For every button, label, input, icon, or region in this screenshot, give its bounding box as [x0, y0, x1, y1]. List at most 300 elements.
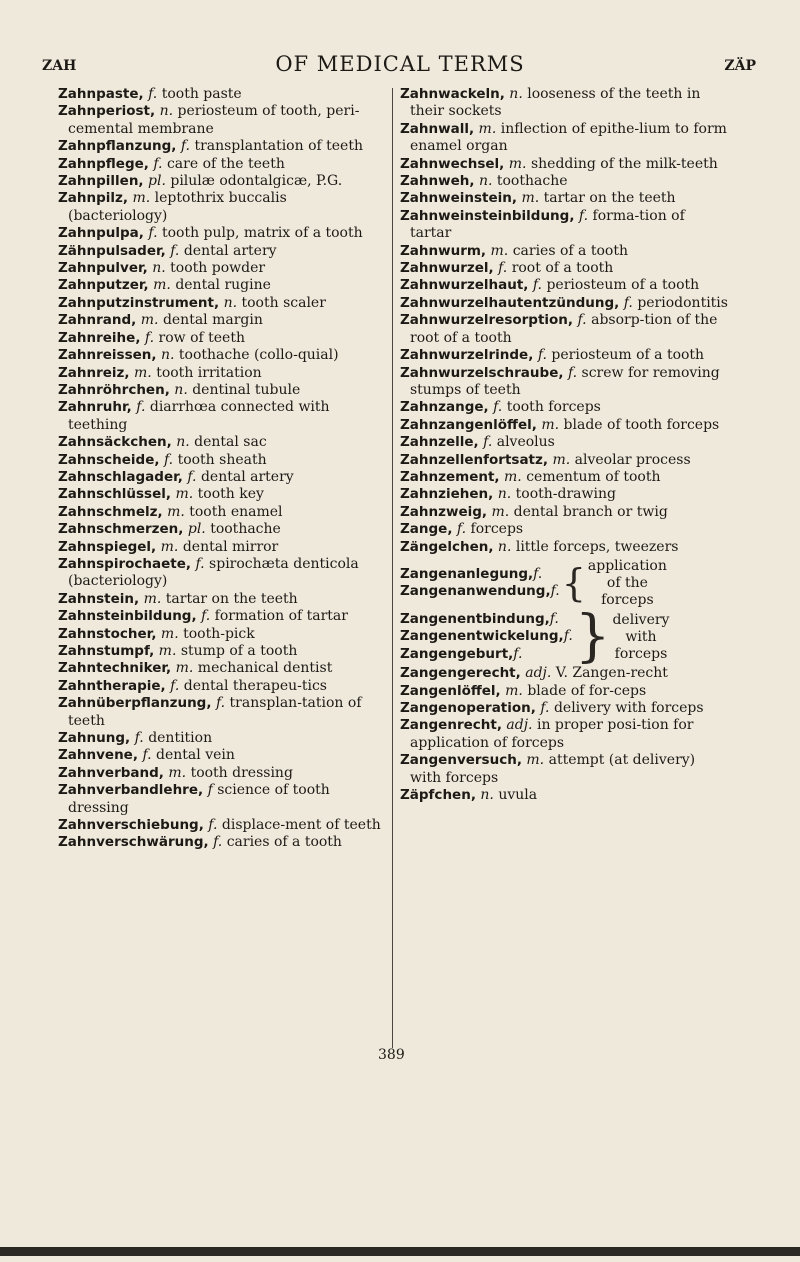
entry-definition: dental sac	[194, 434, 267, 451]
entry-term: Zahnzelle,	[400, 434, 479, 451]
entry	[400, 521, 730, 538]
entry-term: Zangenentbindung,	[400, 610, 550, 627]
entry	[58, 103, 386, 138]
entry	[400, 787, 730, 804]
entry-gram: adj.	[506, 717, 533, 734]
entry-term: Zahnreissen,	[58, 347, 157, 364]
entry-gram: n.	[174, 381, 188, 398]
entry-definition: tooth paste	[161, 86, 242, 102]
definition-line: delivery	[612, 611, 670, 628]
entry-gram: m.	[175, 660, 194, 677]
entry-definition: little forceps, tweezers	[515, 538, 679, 555]
entry-definition: periosteum of tooth, peri-cemental membrane	[68, 103, 360, 137]
entry-gram: adj.	[525, 665, 552, 682]
entry-term: Zahnwurzelhautentzündung,	[400, 294, 620, 311]
entry	[58, 469, 386, 486]
entry-gram: f.	[180, 138, 190, 155]
entry	[400, 752, 730, 787]
entry-definition: tartar on the teeth	[165, 590, 298, 607]
entry-gram: m.	[508, 155, 527, 172]
entry-term: Zahnweh,	[400, 173, 475, 190]
entry-gram: f.	[142, 747, 152, 764]
definition-line: forceps	[614, 645, 668, 662]
entry	[58, 260, 386, 277]
entry-term: Zahnschmerzen,	[58, 521, 184, 538]
entry	[400, 312, 730, 347]
entry-term: Zahnspiegel,	[58, 538, 157, 555]
entry-gram: m.	[143, 590, 162, 607]
entry	[400, 121, 730, 156]
entry-term: Zahnzement,	[400, 468, 500, 485]
entry-term: Zahnverschwärung,	[58, 834, 209, 851]
entry	[400, 190, 730, 207]
entry-gram: pl.	[187, 521, 206, 538]
entry-gram: f.	[195, 555, 205, 572]
entry-term: Zahnschlüssel,	[58, 486, 171, 503]
entry	[58, 608, 386, 625]
entry-term: Zangenanlegung,	[400, 566, 534, 583]
entry-definition: tartar on the teeth	[543, 190, 676, 207]
entry	[58, 190, 386, 225]
entry-gram: f.	[148, 225, 158, 242]
entry	[58, 382, 386, 399]
entry-gram: f.	[163, 451, 174, 468]
entry-definition: looseness of the teeth in their sockets	[410, 86, 701, 120]
entry-term: Zahntherapie,	[58, 677, 166, 694]
entry	[400, 434, 730, 451]
entry-definition: displace-ment of teeth	[221, 817, 381, 834]
entry-definition: dental mirror	[182, 538, 279, 555]
entry-definition: transplan-tation of teeth	[68, 695, 362, 729]
entry-definition: V. Zangen-recht	[555, 665, 668, 682]
entry-definition: periosteum of a tooth	[546, 277, 700, 294]
entry-definition: leptothrix buccalis (bacteriology)	[68, 190, 287, 224]
entry-definition: dental artery	[200, 468, 294, 485]
entry-term: Zahnpulver,	[58, 260, 148, 277]
entry-definition: dental rugine	[175, 277, 271, 294]
entry-definition: toothache	[496, 173, 568, 190]
entry-gram: m.	[541, 416, 560, 433]
entry-definition: tooth-drawing	[515, 486, 616, 503]
entry	[400, 399, 730, 416]
entry-gram: f.	[567, 364, 578, 381]
entry-term: Zahnwackeln,	[400, 86, 505, 102]
entry-term: Zahnwurzel,	[400, 260, 494, 277]
brace-group-delivery	[400, 604, 730, 670]
entry	[58, 643, 386, 660]
entry	[58, 591, 386, 608]
entry-term: Zahnwall,	[400, 120, 475, 137]
entry-term: Zahnwurzelschraube,	[400, 364, 564, 381]
entry	[58, 312, 386, 329]
entry	[58, 225, 386, 242]
entry-gram: f	[207, 782, 213, 799]
entry-definition: periodontitis	[637, 294, 728, 311]
entry-gram: m.	[526, 752, 545, 769]
entry	[400, 469, 730, 486]
entry-gram: m.	[504, 468, 522, 485]
brace-group-application	[400, 558, 730, 609]
entry-definition: dental branch or twig	[513, 503, 668, 520]
entry-definition: tooth sheath	[177, 451, 267, 468]
entry-gram: m.	[134, 364, 152, 381]
entry-definition: row of teeth	[158, 329, 245, 346]
entry-definition: transplantation of teeth	[194, 138, 363, 155]
entry-definition: blade of tooth forceps	[563, 416, 720, 433]
entry	[400, 717, 730, 752]
entry-term: Zahnwurzelhaut,	[400, 277, 529, 294]
entry-term: Zahnspirochaete,	[58, 555, 191, 572]
entry-term: Zahnung,	[58, 730, 131, 747]
entry-definition: toothache (collo-quial)	[178, 347, 339, 364]
definition-line: with	[625, 628, 657, 645]
entry-term: Zahnperiost,	[58, 103, 156, 120]
entry	[400, 539, 730, 556]
entry-definition: in proper posi-tion for application of forceps	[410, 717, 694, 751]
entry-definition: tooth dressing	[190, 764, 293, 781]
entry	[58, 504, 386, 521]
entry-term: Zangenoperation,	[400, 700, 536, 716]
entry-term: Zahnstumpf,	[58, 643, 155, 659]
entry-gram: m.	[552, 451, 571, 468]
entry-term: Zahnwurzelresorption,	[400, 312, 574, 329]
entry-gram: f.	[215, 695, 226, 712]
entry	[400, 583, 560, 600]
entry-definition: tooth powder	[170, 260, 266, 277]
entry-term: Zahnpflege,	[58, 155, 149, 172]
entry-definition: forceps	[470, 521, 524, 538]
entry-term: Zahnverband,	[58, 764, 164, 781]
entry	[400, 566, 560, 583]
entry	[58, 452, 386, 469]
entry-gram: n.	[480, 787, 494, 804]
entry-definition: root of a tooth	[511, 260, 614, 277]
entry-gram: m.	[153, 277, 171, 294]
entry-definition: toothache	[210, 521, 281, 538]
entry	[58, 156, 386, 173]
entry-definition: science of tooth dressing	[68, 782, 330, 816]
entry	[400, 173, 730, 190]
entry-gram: f.	[153, 155, 163, 172]
entry-gram: n.	[497, 486, 512, 503]
entry	[400, 260, 730, 277]
entry	[58, 173, 386, 190]
entry-term: Zahnputzer,	[58, 277, 149, 294]
entry	[400, 417, 730, 434]
left-brace-icon: {	[561, 561, 586, 606]
entry-term: Zangenrecht,	[400, 717, 502, 734]
entry	[58, 660, 386, 677]
entry-term: Zahnstein,	[58, 590, 140, 607]
entry-term: Zahnpulpa,	[58, 225, 144, 242]
entry	[400, 277, 730, 294]
entry-definition: formation of tartar	[214, 608, 348, 625]
entry-gram: m.	[478, 120, 497, 137]
entry-gram: n.	[497, 538, 512, 555]
definition-line: application	[587, 557, 667, 574]
entry-term: Zahnstocher,	[58, 625, 157, 642]
entry-term: Zahnwurzelrinde,	[400, 347, 534, 364]
definition-line: forceps	[601, 591, 654, 608]
entry	[58, 243, 386, 260]
entry-term: Zahnreiz,	[58, 364, 130, 381]
entry	[400, 452, 730, 469]
entry-term: Zangengerecht,	[400, 665, 521, 682]
entry-definition: mechanical dentist	[197, 660, 333, 677]
entry-term: Zahnzweig,	[400, 503, 488, 520]
entry	[58, 399, 386, 434]
entry	[400, 156, 730, 173]
entry-term: Zahnsäckchen,	[58, 434, 172, 451]
entry-term: Zahnzellenfortsatz,	[400, 451, 548, 468]
brace-group-terms	[400, 566, 560, 601]
entry-gram: f.	[493, 399, 503, 416]
entry-gram: f.	[550, 583, 560, 600]
header-title: OF MEDICAL TERMS	[275, 52, 525, 76]
entry-term: Zahnputzinstrument,	[58, 294, 220, 311]
entry	[400, 683, 730, 700]
entry-term: Zahnpaste,	[58, 86, 144, 102]
entry-definition: caries of a tooth	[226, 834, 342, 851]
entry-gram: f.	[213, 834, 223, 851]
entry-gram: f.	[187, 468, 197, 485]
entry	[58, 817, 386, 834]
right-column-entries-a	[400, 86, 730, 556]
entry-gram: f.	[134, 730, 144, 747]
entry-definition: alveolar process	[574, 451, 691, 468]
entry	[400, 243, 730, 260]
entry-definition: tooth key	[197, 486, 264, 503]
entry-gram: n.	[478, 173, 493, 190]
entry-gram: f.	[170, 677, 180, 694]
entry-definition: tooth forceps	[506, 399, 601, 416]
right-brace-icon: }	[574, 604, 611, 670]
entry-definition: periosteum of a tooth	[551, 347, 705, 364]
entry-term: Zahnreihe,	[58, 329, 141, 346]
entry-definition: tooth-pick	[183, 625, 255, 642]
entry-definition: tooth enamel	[189, 503, 283, 520]
entry-term: Zahnvene,	[58, 747, 138, 764]
column-divider	[392, 88, 393, 1048]
entry	[58, 782, 386, 817]
entry-gram: f.	[549, 610, 559, 627]
entry-gram: n.	[160, 347, 175, 364]
entry-definition: dental vein	[156, 747, 235, 764]
entry-term: Zahnrand,	[58, 312, 137, 329]
entry-definition: dental artery	[183, 242, 277, 259]
entry	[58, 434, 386, 451]
brace-group-definition	[588, 558, 667, 609]
entry-term: Zäpfchen,	[400, 787, 476, 804]
entry-term: Zahnpilz,	[58, 190, 129, 207]
entry	[400, 504, 730, 521]
entry	[58, 347, 386, 364]
entry	[58, 626, 386, 643]
entry-definition: blade of for-ceps	[527, 682, 647, 699]
entry-term: Zahnüberpflanzung,	[58, 695, 212, 712]
entry-term: Zahnschlagader,	[58, 468, 183, 485]
entry-definition: forma-tion of tartar	[410, 207, 685, 242]
entry	[58, 486, 386, 503]
entry-term: Zahnpflanzung,	[58, 138, 177, 155]
entry-gram: f.	[483, 434, 493, 451]
entry-gram: m.	[158, 643, 177, 659]
entry-definition: spirochæta denticola (bacteriology)	[68, 555, 359, 590]
entry-gram: f.	[533, 566, 543, 583]
entry-gram: f.	[563, 628, 573, 645]
entry-definition: screw for removing stumps of teeth	[410, 364, 720, 398]
entry-gram: m.	[140, 312, 159, 329]
entry	[400, 611, 573, 628]
entry-gram: f.	[577, 312, 587, 329]
entry	[58, 834, 386, 851]
entry	[58, 295, 386, 312]
entry-gram: f.	[170, 242, 180, 259]
scan-edge-bar	[0, 1247, 800, 1256]
entry-term: Zahnschmelz,	[58, 503, 163, 520]
entry-term: Zange,	[400, 521, 453, 538]
entry	[400, 486, 730, 503]
entry-gram: m.	[175, 486, 194, 503]
entry-term: Zangenanwendung,	[400, 583, 551, 600]
entry-term: Zängelchen,	[400, 538, 494, 555]
entry-gram: pl.	[148, 173, 166, 190]
entry-gram: f.	[201, 608, 211, 625]
entry-definition: care of the teeth	[166, 155, 285, 172]
entry	[58, 138, 386, 155]
entry-term: Zahnziehen,	[400, 486, 494, 503]
entry-term: Zangenversuch,	[400, 752, 522, 769]
page-header	[40, 52, 760, 80]
entry-term: Zahnwechsel,	[400, 155, 505, 172]
entry-definition: alveolus	[496, 434, 555, 451]
entry-term: Zahnscheide,	[58, 451, 160, 468]
entry-term: Zahnpillen,	[58, 173, 144, 190]
entry-definition: dentinal tubule	[192, 381, 301, 398]
entry-gram: f.	[623, 294, 633, 311]
entry	[400, 365, 730, 400]
header-guide-right: ZÄP	[724, 58, 756, 74]
entry-term: Zahntechniker,	[58, 660, 172, 677]
right-column-entries-b	[400, 665, 730, 804]
left-column	[58, 86, 386, 852]
header-guide-left: ZAH	[42, 58, 77, 74]
entry-definition: dentition	[148, 730, 213, 747]
entry-gram: m.	[160, 538, 179, 555]
entry-term: Zähnpulsader,	[58, 242, 166, 259]
entry-definition: cementum of tooth	[526, 468, 661, 485]
entry	[400, 628, 573, 645]
brace-group-definition	[612, 612, 669, 663]
entry-term: Zahnweinsteinbildung,	[400, 207, 575, 224]
entry-gram: f.	[537, 347, 547, 364]
entry-definition: tooth irritation	[156, 364, 262, 381]
entry-gram: m.	[168, 764, 187, 781]
entry-term: Zahnzangenlöffel,	[400, 416, 537, 433]
entry-definition: dental therapeu-tics	[183, 677, 327, 694]
entry-definition: inflection of epithe-lium to form enamel organ	[410, 120, 727, 155]
entry	[58, 521, 386, 538]
entry	[400, 665, 730, 682]
entry	[400, 86, 730, 121]
entry-gram: f.	[456, 521, 467, 538]
entry-gram: m.	[132, 190, 151, 207]
entry-definition: shedding of the milk-teeth	[530, 155, 718, 172]
entry-gram: n.	[223, 294, 238, 311]
entry-gram: f.	[136, 399, 146, 416]
entry-term: Zahnverschiebung,	[58, 817, 204, 834]
entry-gram: f.	[532, 277, 543, 294]
entry-gram: m.	[505, 682, 523, 699]
entry-gram: f.	[578, 207, 589, 224]
entry	[400, 347, 730, 364]
brace-group-terms	[400, 611, 573, 663]
entry	[58, 86, 386, 103]
entry-term: Zangenentwickelung,	[400, 628, 564, 645]
entry-gram: m.	[160, 625, 179, 642]
entry-gram: m.	[521, 190, 540, 207]
entry-definition: uvula	[498, 787, 538, 804]
entry	[400, 208, 730, 243]
entry-gram: m.	[491, 503, 510, 520]
entry-term: Zahnverbandlehre,	[58, 782, 204, 799]
entry	[58, 539, 386, 556]
entry-term: Zahnsteinbildung,	[58, 608, 197, 625]
entry-definition: caries of a tooth	[512, 242, 628, 259]
entry	[58, 277, 386, 294]
entry	[58, 678, 386, 695]
entry-gram: m.	[490, 242, 509, 259]
entry	[58, 556, 386, 591]
entry	[58, 765, 386, 782]
entry	[58, 330, 386, 347]
entry-term: Zangengeburt,	[400, 645, 514, 662]
entry	[400, 646, 573, 663]
entry	[400, 700, 730, 717]
definition-line: of the	[606, 574, 648, 591]
entry-term: Zahnruhr,	[58, 399, 132, 416]
entry-definition: pilulæ odontalgicæ, P.G.	[170, 173, 343, 190]
entry-definition: dental margin	[162, 312, 263, 329]
entry-definition: absorp-tion of the root of a tooth	[410, 312, 718, 346]
right-column	[400, 86, 730, 804]
entry	[58, 747, 386, 764]
entry-gram: n.	[509, 86, 523, 102]
entry-definition: tooth scaler	[241, 294, 326, 311]
entry-gram: f.	[208, 817, 218, 834]
entry-term: Zahnzange,	[400, 399, 489, 416]
entry-definition: tooth pulp, matrix of a tooth	[161, 225, 363, 242]
entry	[58, 695, 386, 730]
entry-gram: f.	[148, 86, 158, 102]
entry-definition: diarrhœa connected with teething	[68, 399, 330, 433]
entry-gram: f.	[513, 645, 523, 662]
entry-term: Zahnröhrchen,	[58, 381, 170, 398]
entry-gram: n.	[176, 434, 190, 451]
entry-gram: n.	[152, 260, 166, 277]
entry	[58, 730, 386, 747]
entry-gram: n.	[159, 103, 174, 120]
entry-definition: delivery with forceps	[553, 700, 704, 716]
entry-gram: m.	[167, 503, 185, 520]
entry	[58, 365, 386, 382]
entry-definition: stump of a tooth	[180, 643, 298, 659]
entry-gram: f.	[144, 329, 155, 346]
entry-term: Zahnweinstein,	[400, 190, 517, 207]
entry	[400, 295, 730, 312]
entry-gram: f.	[540, 700, 550, 716]
page-number: 389	[378, 1047, 405, 1063]
